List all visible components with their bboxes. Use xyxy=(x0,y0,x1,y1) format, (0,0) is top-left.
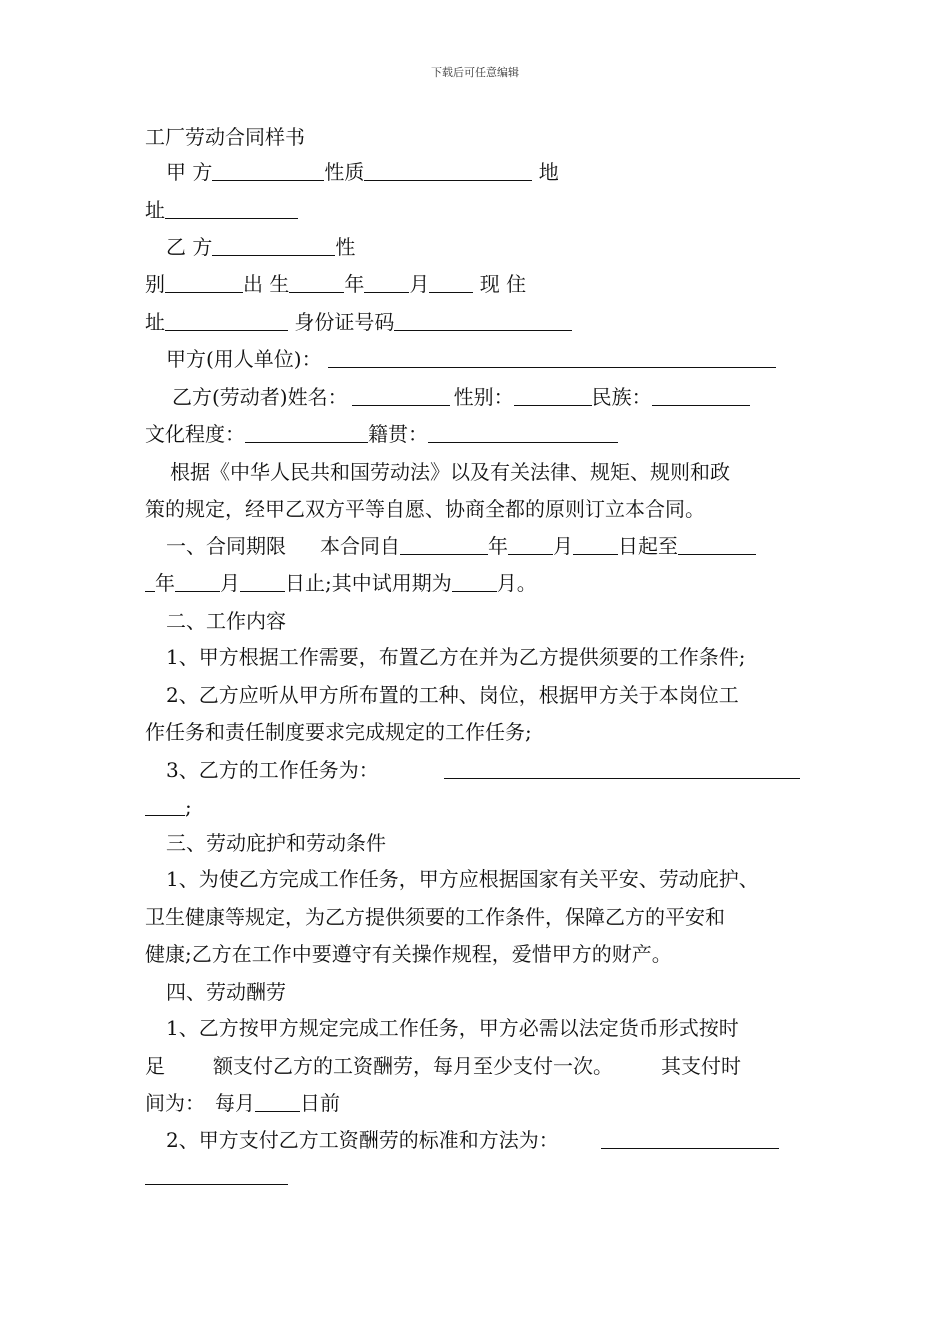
origin-label: 籍贯： xyxy=(368,422,428,446)
section-3-item-1: 1、为使乙方完成工作任务，甲方应根据国家有关平安、劳动庇护、 xyxy=(166,867,759,891)
year-label: 年 xyxy=(344,272,365,296)
party-b-birth-line xyxy=(145,271,526,297)
intro-paragraph-line: 根据《中华人民共和国劳动法》以及有关法律、规矩、规则和政 xyxy=(170,460,730,484)
blank-field xyxy=(245,422,368,443)
blank-field xyxy=(444,758,800,779)
blank-field xyxy=(175,571,220,592)
section-2-title: 二、工作内容 xyxy=(166,609,286,633)
nature-label: 性质 xyxy=(324,160,365,184)
education-label: 文化程度： xyxy=(145,422,245,446)
before-day-label: 日前 xyxy=(300,1091,340,1115)
party-b-label: 乙 方 xyxy=(166,235,213,259)
section-3-item-1-cont: 卫生健康等规定，为乙方提供须要的工作条件，保障乙方的平安和 xyxy=(145,905,725,929)
section-4-title: 四、劳动酬劳 xyxy=(166,980,286,1004)
party-a-line xyxy=(166,159,559,185)
month-label: 月。 xyxy=(496,571,537,595)
worker-line xyxy=(172,384,750,410)
section-4-item-1-cont xyxy=(145,1053,741,1079)
section-4-item-2-cont xyxy=(145,1163,288,1189)
id-number-label: 身份证号码 xyxy=(288,310,395,334)
employer-label: 甲方(用人单位)： xyxy=(166,347,322,371)
section-2-item-2-cont: 作任务和责任制度要求完成规定的工作任务; xyxy=(145,720,532,744)
address-label-part: 地 xyxy=(532,160,559,184)
gender-label-part: 别 xyxy=(145,272,165,296)
blank-field xyxy=(573,534,618,555)
gender-label-part: 性 xyxy=(335,235,356,259)
blank-field xyxy=(240,571,285,592)
blank-field xyxy=(212,160,324,181)
blank-field xyxy=(400,534,488,555)
blank-field xyxy=(352,385,450,406)
blank-field xyxy=(255,1091,300,1112)
contract-to-label: 日起至 xyxy=(618,534,678,558)
month-label: 月 xyxy=(409,272,430,296)
birth-label: 出 生 xyxy=(243,272,290,296)
month-label: 月 xyxy=(220,571,240,595)
party-a-label: 甲 方 xyxy=(166,160,213,184)
party-b-line xyxy=(166,234,355,260)
page-header: 下载后可任意编辑 xyxy=(431,66,519,79)
section-3-title: 三、劳动庇护和劳动条件 xyxy=(166,831,386,855)
party-a-address-line xyxy=(145,197,298,223)
current-address-label: 现 住 xyxy=(473,272,527,296)
blank-field xyxy=(452,571,497,592)
section-1-line xyxy=(166,533,756,559)
blank-field xyxy=(508,534,553,555)
section-1-title: 一、合同期限 xyxy=(166,534,286,558)
section-4-item-1: 1、乙方按甲方规定完成工作任务，甲方必需以法定货币形式按时 xyxy=(166,1016,739,1040)
worker-edu-line xyxy=(145,421,618,447)
blank-field xyxy=(601,1128,779,1149)
month-label: 月 xyxy=(553,534,573,558)
section-2-item-3 xyxy=(166,757,800,783)
section-2-item-3-cont xyxy=(145,794,192,820)
pay-time-label: 间为： xyxy=(145,1091,205,1115)
section-4-item-1-cont xyxy=(145,1090,340,1116)
blank-field xyxy=(394,310,572,331)
section-2-item-1: 1、甲方根据工作需要，布置乙方在并为乙方提供须要的工作条件; xyxy=(166,645,746,669)
year-label: 年 xyxy=(488,534,508,558)
item-end-mark: ; xyxy=(185,795,192,819)
blank-field xyxy=(429,272,473,293)
blank-field xyxy=(328,347,776,368)
work-task-label: 3、乙方的工作任务为： xyxy=(166,758,379,782)
text-fragment: 其支付时 xyxy=(661,1054,741,1078)
blank-field xyxy=(364,272,409,293)
address-label-part: 址 xyxy=(145,198,165,222)
text-fragment: 额支付乙方的工资酬劳，每月至少支付一次。 xyxy=(213,1054,613,1078)
address-label-part: 址 xyxy=(145,310,165,334)
blank-field xyxy=(364,160,532,181)
blank-field xyxy=(165,310,288,331)
probation-label: 日止;其中试用期为 xyxy=(285,571,452,595)
blank-field xyxy=(212,235,335,256)
year-label: 年 xyxy=(155,571,175,595)
section-3-item-1-cont: 健康;乙方在工作中要遵守有关操作规程，爱惜甲方的财产。 xyxy=(145,942,672,966)
party-b-id-line xyxy=(145,309,572,335)
blank-field xyxy=(514,385,592,406)
monthly-label: 每月 xyxy=(215,1091,255,1115)
section-4-item-2 xyxy=(166,1127,779,1153)
blank-field xyxy=(165,272,243,293)
blank-field xyxy=(145,571,155,592)
worker-name-label: 乙方(劳动者)姓名： xyxy=(172,385,348,409)
intro-paragraph-line: 策的规定，经甲乙双方平等自愿、协商全都的原则订立本合同。 xyxy=(145,497,705,521)
worker-nation-label: 民族： xyxy=(591,385,652,409)
blank-field xyxy=(145,795,185,816)
blank-field xyxy=(428,422,618,443)
blank-field xyxy=(289,272,344,293)
pay-standard-label: 2、甲方支付乙方工资酬劳的标准和方法为： xyxy=(166,1128,559,1152)
text-fragment: 足 xyxy=(145,1054,165,1078)
section-2-item-2: 2、乙方应听从甲方所布置的工种、岗位，根据甲方关于本岗位工 xyxy=(166,683,739,707)
contract-from-label: 本合同自 xyxy=(320,534,400,558)
section-1-line-2 xyxy=(145,570,537,596)
blank-field xyxy=(145,1164,288,1185)
blank-field xyxy=(165,198,298,219)
blank-field xyxy=(652,385,750,406)
worker-gender-label: 性别： xyxy=(453,385,514,409)
doc-title: 工厂劳动合同样书 xyxy=(145,125,305,149)
blank-field xyxy=(678,534,756,555)
employer-line xyxy=(166,346,776,372)
